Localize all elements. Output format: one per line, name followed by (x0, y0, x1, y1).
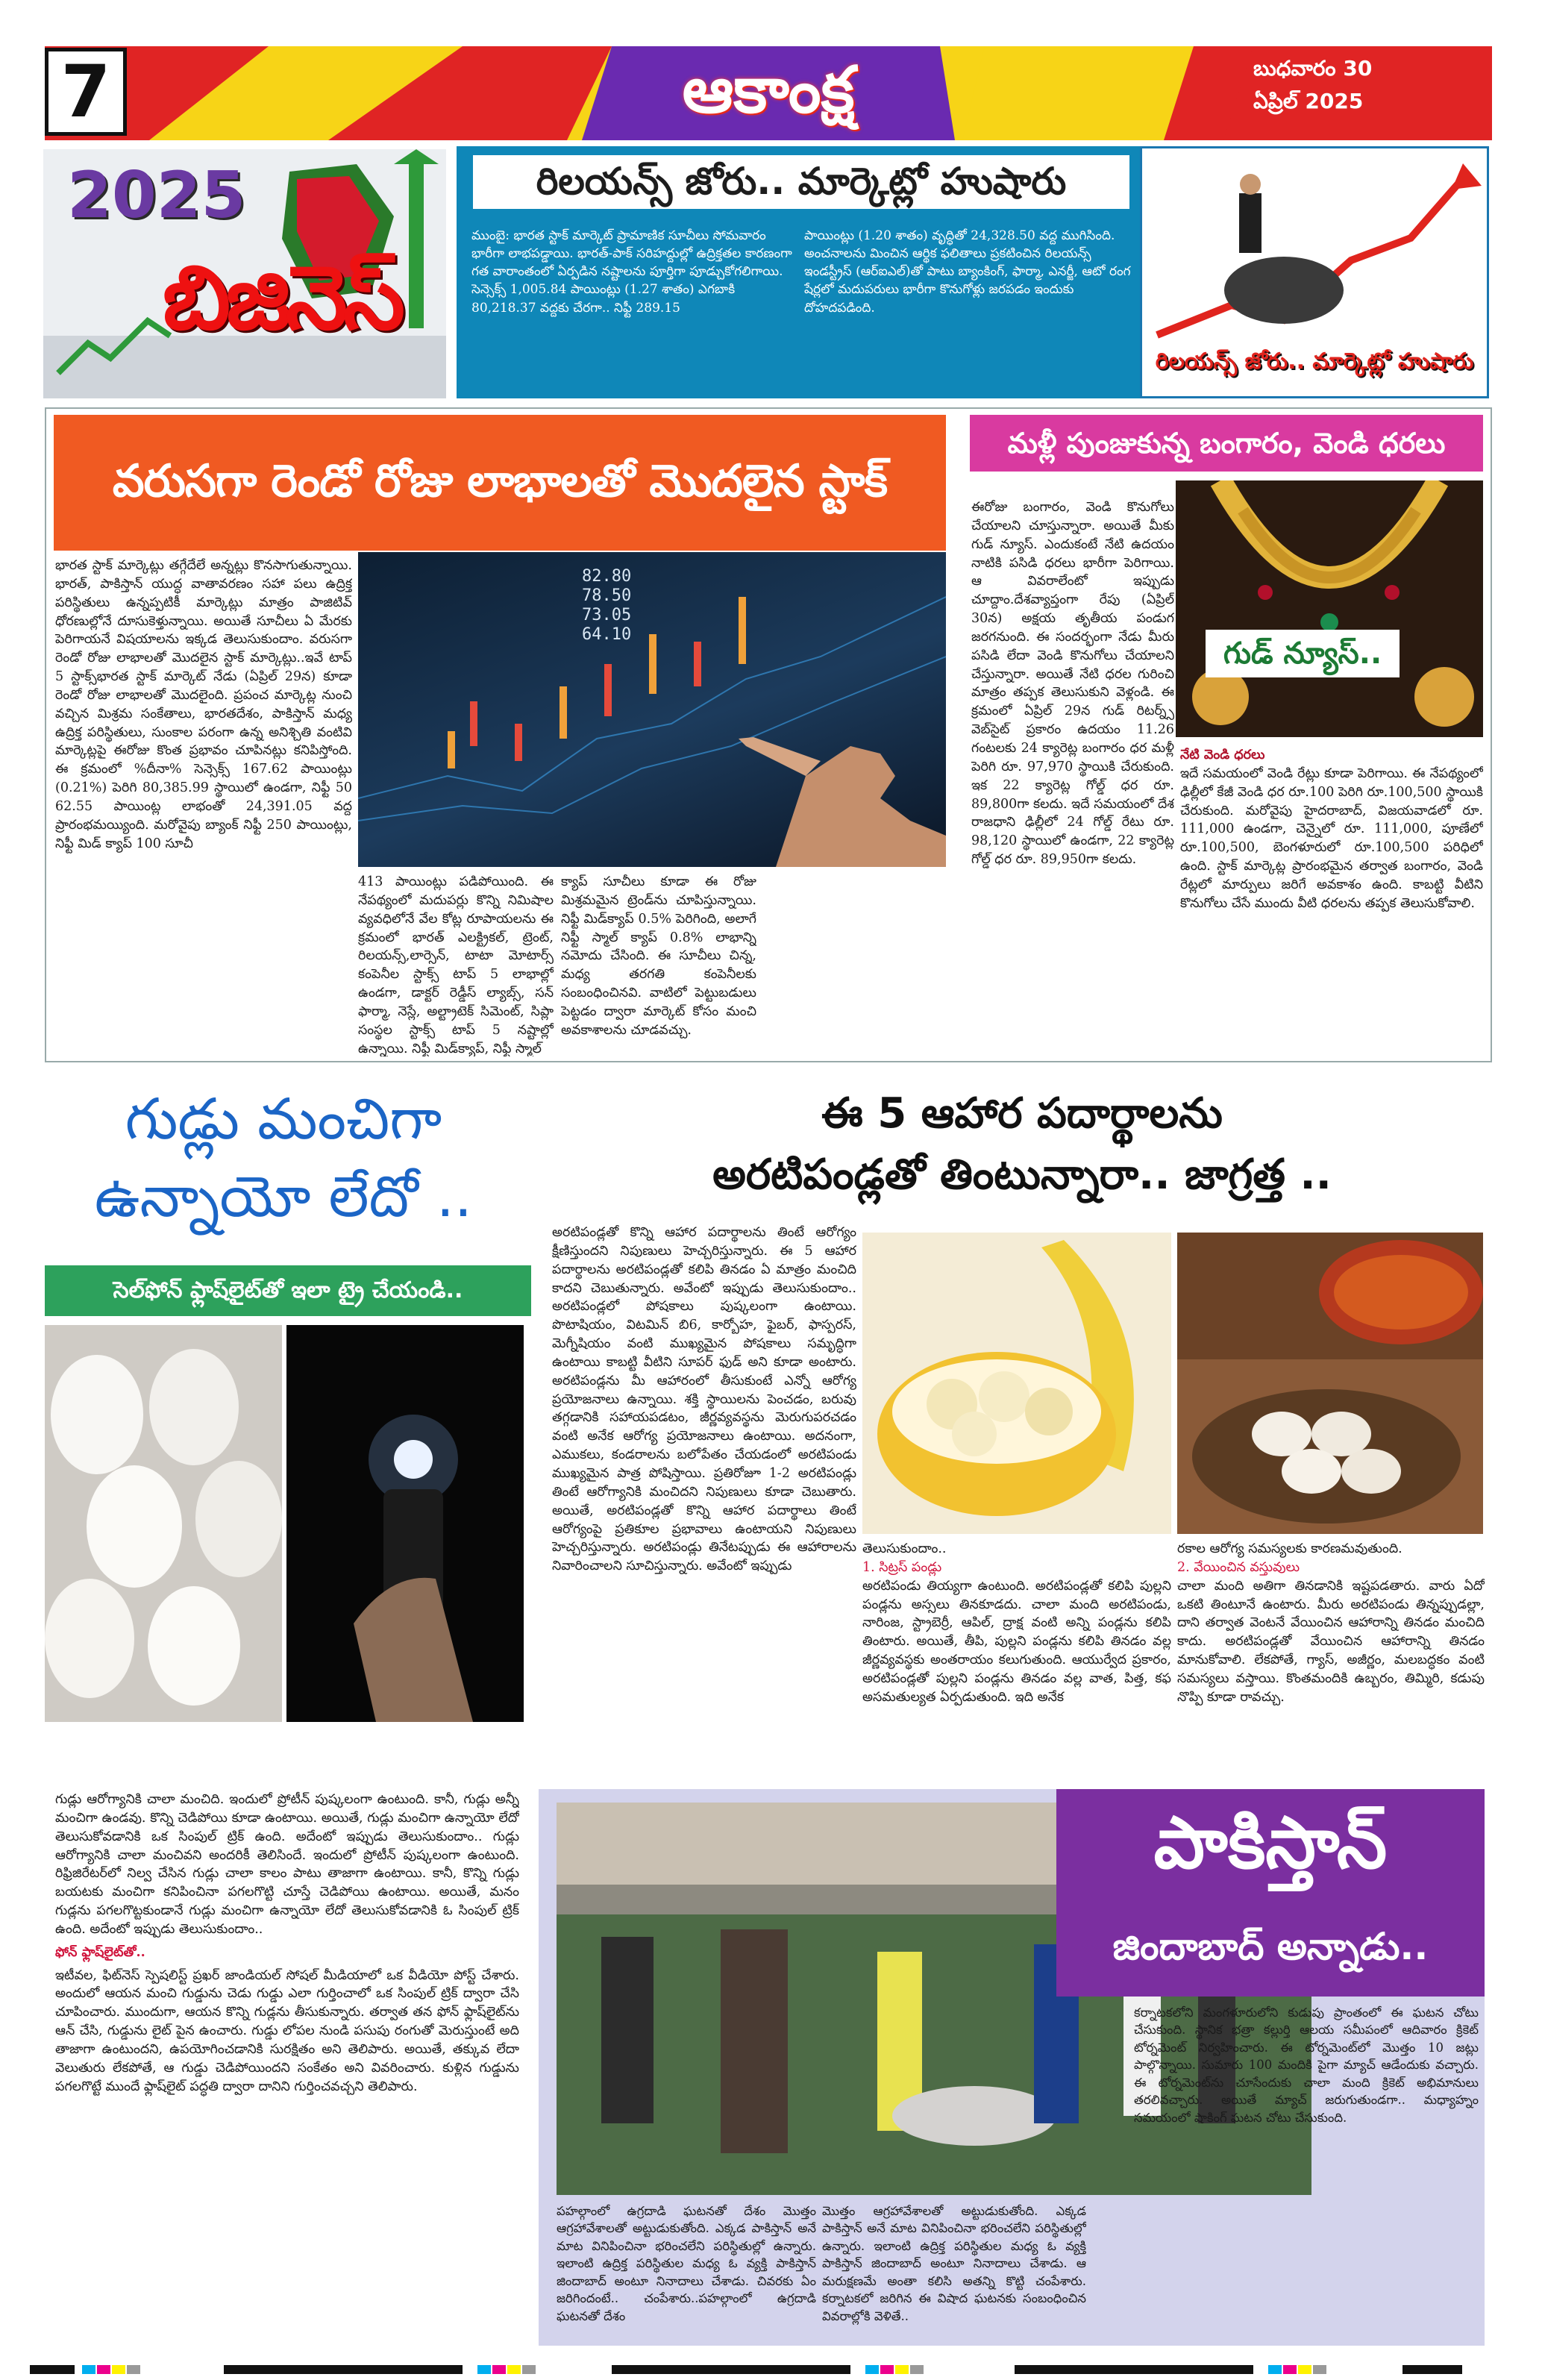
market-body-col2: 413 పాయింట్లు పడిపోయింది. ఈ నేపథ్యంలో మదుపర్లు కొన్ని నిమిషాల వ్యవధిలోనే వేల కోట్ల రూపాయలను ఈ క్రమంలో భారత్ ఎలక్ట్రికల్, ట్రెంట్, రిలయన్స్,లార్సెన్, టాటా మోటార్స్ కంపెనీల స్టాక్స్ టాప్ 5 లాభాల్లో ఉండగా, డాక్టర్ రెడ్డీస్ ల్యాబ్స్, సన్ ఫార్మా, నెస్లే, అల్ట్రాటెక్ సిమెంట్, సిప్లా సంస్థల స్టాక్స్ టాప్ 5 నష్టాల్లో ఉన్నాయి. నిఫ్టీ మిడ్‌క్యాప్, నిఫ్టీ స్మాల్ (358, 874, 554, 1056)
food-photo (1177, 1233, 1483, 1534)
egg-body-para2: ఇటీవల, ఫిట్‌నెస్ స్పెషలిస్ట్ ప్రఖర్ జాండియల్ సోషల్ మీడియాలో ఒక వీడియో పోస్ట్ చేశారు. అందులో ఆయన మంచి గుడ్డును చెడు గుడ్డు ఎలా గుర్తించాలో ఒక సింపుల్ ట్రిక్ ద్వారా చేసి చూపించారు. ముందుగా, ఆయన కొన్ని గుడ్లను తీసుకున్నారు. తర్వాత తన ఫోన్ ఫ్లాష్‌లైట్‌ను ఆన్ చేసి, గుడ్డును లైట్ పైన ఉంచారు. గుడ్డు లోపల నుండి పసుపు రంగుతో మెరుస్తుంటే అది తాజాగా ఉంటుందని, ఉపయోగించడానికి సురక్షితం అని తెలిపారు. అయితే, తక్కువ లేదా వెలుతురు లేకపోతే, ఆ గుడ్డు చెడిపోయిందని సంకేతం అని వివరించారు. కుళ్లిన గుడ్డును పగలగొట్టే ముందే ఫ్లాష్‌లైట్ పద్ధతి ద్వారా దానిని గుర్తించవచ్చని తెలిపారు. (55, 1967, 519, 2094)
gold-headline: మళ్లీ పుంజుకున్న బంగారం, వెండి ధరలు (970, 415, 1483, 472)
eggs-art (45, 1325, 282, 1722)
market-chart-photo (358, 552, 946, 867)
egg-body-para1: గుడ్లు ఆరోగ్యానికి చాలా మంచిది. ఇందులో ప్రోటీన్ పుష్కలంగా ఉంటుంది. కానీ, గుడ్లు అన్నీ మంచిగా ఉండవు. కొన్ని చెడిపోయి కూడా ఉంటాయి. అయితే, గుడ్లు మంచిగా ఉన్నాయో లేదో తెలుసుకోవడానికి ఒక సింపుల్ ట్రిక్ ఉంది. అదేంటో ఇప్పుడు తెలుసుకుందాం.. గుడ్లు ఆరోగ్యానికి చాలా మంచివని అందరికీ తెలిసిందే. ఇందులో ప్రోటీన్ పుష్కలంగా ఉంటుంది. రిఫ్రిజిరేటర్‌లో నిల్వ చేసిన గుడ్లు చాలా కాలం పాటు తాజాగా ఉంటాయి. కానీ, కొన్ని గుడ్లు బయటకు మంచిగా కనిపించినా పగలగొట్టి చూస్తే చెడిపోయి ఉంటాయి. అయితే, మనం గుడ్లను పగలగొట్టకుండానే గుడ్లు మంచిగా ఉన్నాయో లేదో తెలుసుకోవడానికి ఓ సింపుల్ ట్రిక్ ఉంది. అదేంటో ఇప్పుడు తెలుసుకుందాం.. (55, 1792, 519, 1937)
chart-tick: 64.10 (582, 625, 632, 644)
egg-body (55, 1791, 519, 2334)
market-body-col1: భారత స్టాక్ మార్కెట్లు తగ్గేదేలే అన్నట్లు కొనసాగుతున్నాయి. భారత్, పాకిస్తాన్ యుద్ధ వాతావరణం సహా పలు ఉద్రిక్త పరిస్థితులు ఉన్నప్పటికీ మార్కెట్లు మాత్రం పాజిటివ్ ధోరణుల్లోనే దూసుకెళ్తున్నాయి. అయితే సూచీలు ఏ మేరకు పెరిగాయనే విషయాలను ఇక్కడ తెలుసుకుందాం. వరుసగా రెండో రోజు లాభాలతో మొదలైన స్టాక్ మార్కెట్లు..ఇవే టాప్ 5 స్టాక్స్‌భారత స్టాక్ మార్కెట్ నేడు (ఏప్రిల్ 29న) కూడా రెండో రోజు లాభాలతో మొదలైంది. ప్రపంచ మార్కెట్ల నుంచి వచ్చిన మిశ్రమ సంకేతాలు, భారతదేశం, పాకిస్తాన్ మధ్య ఉద్రిక్త పరిస్థితులు, సుంకాల పరంగా ఉన్న అనిశ్చితి వంటివి మార్కెట్లపై ఈరోజు కొంత ప్రభావం చూపినట్లు కనిపిస్తోంది. ఈ క్రమంలో %దీనా% సెన్సెక్స్ 167.62 పాయింట్లు (0.21%) పెరిగి 80,385.99 స్థాయిలో ఉండగా, నిఫ్టీ 50 62.55 పాయింట్ల లాభంతో 24,391.05 వద్ద ప్రారంభమయ్యింది. మరోవైపు బ్యాంక్ నిఫ్టీ 250 పాయింట్లు, నిఫ్టీ మిడ్ క్యాప్ 100 సూచీ (55, 558, 352, 851)
egg-headline-line2: ఉన్నాయో లేదో .. (94, 1163, 473, 1230)
banana-art (862, 1233, 1171, 1534)
banana-headline-line2: అరటిపండ్లతో తింటున్నారా.. జాగ్రత్త .. (712, 1150, 1332, 1199)
silver-price-label: నేటి వెండి ధరలు (1180, 748, 1265, 762)
egg-headline (45, 1080, 522, 1244)
page-number: 7 (45, 48, 127, 136)
pakistan-headline-line2: జిందాబాద్ అన్నాడు.. (1112, 1925, 1429, 1968)
egg-headline-line1: గుడ్లు మంచిగా (125, 1086, 442, 1152)
chart-ticks (582, 567, 631, 645)
business-word: బిజినెస్ (163, 246, 401, 349)
jewellery-art (1176, 480, 1483, 737)
market-body-col3: క్యాప్ సూచీలు కూడా ఈ రోజు మిశ్రమమైన ట్రెండ్‌ను చూపిస్తున్నాయి. నిఫ్టీ మిడ్‌క్యాప్ 0.5% పెరిగింది, అలాగే నిఫ్టీ స్మాల్ క్యాప్ 0.8% లాభాన్ని నమోదు చేసింది. ఈ సూచీలు చిన్న, మధ్య తరగతి కంపెనీలకు సంబంధించినవి. వాటిలో పెట్టుబడులు పెట్టడం ద్వారా మార్కెట్ కోసం మంచి అవకాశాలను చూడవచ్చు. (561, 874, 756, 1038)
banana-body-col1: అరటిపండ్లతో కొన్ని ఆహార పదార్థాలను తింటే ఆరోగ్యం క్షీణిస్తుందని నిపుణులు హెచ్చరిస్తున్నారు. ఈ 5 ఆహార పదార్థాలను అరటిపండ్లతో కలిపి తినడం ఏ మాత్రం మంచిది కాదని చెబుతున్నారు. అవేంటో ఇప్పుడు తెలుసుకుందాం.. అరటిపండ్లలో పోషకాలు పుష్కలంగా ఉంటాయి. పొటాషియం, విటమిన్ బి6, కార్బోహ, ఫైబర్, ఫాస్పరస్, మెగ్నీషియం వంటి ముఖ్యమైన పోషకాలు సమృద్ధిగా ఉంటాయి కాబట్టి వీటిని సూపర్ ఫుడ్ అని కూడా అంటారు. అరటిపండ్లను మీ ఆహారంలో తీసుకుంటే ఎన్నో ఆరోగ్య ప్రయోజనాలు ఉన్నాయి. శక్తి స్థాయిలను పెంచడం, బరువు తగ్గడానికి సహాయపడటం, జీర్ణవ్యవస్థను మెరుగుపరచడం వంటి అనేక ఆరోగ్య ప్రయోజనాలు ఉంటాయి. అదనంగా, ఎముకలు, కండరాలను బలోపేతం చేయడంలో అరటిపండు ముఖ్యమైన పాత్ర పోషిస్తాయి. ప్రతిరోజూ 1-2 అరటిపండ్లు తింటే ఆరోగ్యానికి మంచిదని నిపుణులు కూడా చెబుతారు. అయితే, అరటిపండ్లతో కొన్ని ఆహార పదార్థాలు తింటే ఆరోగ్యంపై ప్రతికూల ప్రభావాలు ఉంటాయని నిపుణులు హెచ్చరిస్తున్నారు. అరటిపండ్లు తినేటప్పుడు ఈ ఆహారాలను నివారించాలని సూచిస్తున్నారు. అవేంటో ఇప్పుడు (552, 1225, 856, 1574)
curry-eggs-art (1177, 1233, 1483, 1534)
pakistan-body-col2: మొత్తం ఆగ్రహావేశాలతో అట్టుడుకుతోంది. ఎక్కడ పాకిస్తాన్ అనే మాట వినిపించినా భరించలేని పరిస్థితుల్లో ఉన్నారు. ఇలాంటి ఉద్రిక్త పరిస్థితుల మధ్య ఓ వ్యక్తి పాకిస్తాన్ జిందాబాద్ అంటూ నినాదాలు చేశాడు. ఆ మరుక్షణమే అంతా కలిసి అతన్ని కొట్టి చంపేశారు. కర్నాటకలో జరిగిన ఈ విషాద ఘటనకు సంబంధించిన వివరాల్లోకి వెళితే.. (822, 2204, 1086, 2323)
banana-headline-line1: ఈ 5 ఆహార పదార్థాలను (821, 1089, 1223, 1138)
egg-section-label: ఫోన్ ఫ్లాష్‌లైట్‌తో.. (55, 1944, 145, 1960)
date-line (1253, 52, 1477, 118)
gold-jewellery-photo (1176, 480, 1483, 737)
phone-flashlight-photo (286, 1325, 524, 1722)
print-registration-strip (0, 2359, 1542, 2380)
banana-col3-lead: రకాల ఆరోగ్య సమస్యలకు కారణమవుతుంది. (1177, 1541, 1402, 1556)
chart-tick: 78.50 (582, 586, 632, 605)
eggs-photo (45, 1325, 282, 1722)
banana-col2-text: అరటిపండు తియ్యగా ఉంటుంది. అరటిపండ్లతో కలిపి పుల్లని పండ్లను అస్సలు తినకూడదు. చాలా మంది అరటిపండు, నారింజ, స్ట్రాబెర్రీ, ఆపిల్, ద్రాక్ష వంటి అన్ని పండ్లను కలిపి తింటారు. అయితే, తీపి, పుల్లని పండ్లను కలిపి తినడం వల్ల జీర్ణవ్యవస్థకు అంతరాయం కలుగుతుంది. ఆయుర్వేద ప్రకారం, అరటిపండ్లతో పుల్లని పండ్లను తినడం వల్ల వాత, పిత్త, కఫ అసమతుల్యత ఏర్పడుతుంది. ఇది అనేక (862, 1578, 1171, 1705)
chart-tick: 82.80 (582, 567, 632, 586)
banana-body-col2 (862, 1540, 1171, 1762)
banana-col3-label: 2. వేయించిన వస్తువులు (1177, 1559, 1300, 1575)
banana-photo (862, 1233, 1171, 1534)
reliance-image (1140, 146, 1489, 398)
pakistan-body-col3: కర్నాటకలోని మంగళూరులోని కుడుపు ప్రాంతంలో ఈ ఘటన చోటు చేసుకుంది. స్థానిక భత్రా కల్లుర్తి ఆలయ సమీపంలో ఆదివారం క్రికెట్ టోర్నమెంట్ నిర్వహించారు. ఈ టోర్నమెంట్‌లో మొత్తం 10 జట్లు పాల్గొన్నాయి. సుమారు 100 మందికి పైగా మ్యాచ్ ఆడేందుకు వచ్చారు. ఈ టోర్నమెంట్‌ను చూసేందుకు చాలా మంది క్రికెట్ అభిమానులు తరలివచ్చారు. అయితే మ్యాచ్ జరుగుతుండగా.. మధ్యాహ్నం సమయంలో షాకింగ్ ఘటన చోటు చేసుకుంది. (1134, 2005, 1479, 2125)
gold-image-caption: గుడ్ న్యూస్.. (1206, 630, 1400, 677)
date-weekday: బుధవారం 30 (1253, 56, 1373, 81)
pakistan-body-col1: పహల్గాంలో ఉగ్రదాడి ఘటనతో దేశం మొత్తం ఆగ్రహావేశాలతో అట్టుడుకుతోంది. ఎక్కడ పాకిస్తాన్ అనే మాట వినిపించినా భరించలేని పరిస్థితుల్లో ఉన్నారు. ఇలాంటి ఉద్రిక్త పరిస్థితుల మధ్య ఓ వ్యక్తి పాకిస్తాన్ జిందాబాద్ అంటూ నినాదాలు చేశాడు. చివరకు ఏం జరిగిందంటే.. చంపేశారు..పహల్గాంలో ఉగ్రదాడి ఘటనతో దేశం (557, 2204, 816, 2323)
gold-body-col1: ఈరోజు బంగారం, వెండి కొనుగోలు చేయాలని చూస్తున్నారా. అయితే మీకు గుడ్ న్యూస్. ఎందుకంటే నేటి ఉదయం నాటికి పసిడి ధరలు భారీగా పెరిగాయి. ఆ వివరాలేంటో ఇప్పుడు చూద్దాం.దేశవ్యాప్తంగా రేపు (ఏప్రిల్ 30న) అక్షయ తృతీయ పండుగ జరగనుంది. ఈ సందర్భంగా నేడు మీరు పసిడి లేదా వెండి కొనుగోలు చేయాలని చేస్తున్నారా. అయితే నేటి ధరల గురించి మాత్రం తప్పక తెలుసుకుని వెళ్లండి. ఈ క్రమంలో ఏప్రిల్ 29న గుడ్ రిటర్న్స్ వెబ్‌సైట్ ప్రకారం ఉదయం 11.26 గంటలకు 24 క్యారెట్ల బంగారం ధర మళ్లీ పెరిగి రూ. 97,970 స్థాయికి చేరుకుంది. ఇక 22 క్యారెట్ల గోల్డ్ ధర రూ. 89,800గా కలదు. ఇదే సమయంలో దేశ రాజధాని ఢిల్లీలో 24 గోల్డ్ రేటు రూ. 98,120 స్థాయిలో ఉండగా, 22 క్యారెట్ల గోల్డ్ ధర రూ. 89,950గా కలదు. (971, 500, 1174, 868)
banana-col2-label: 1. సిట్రస్ పండ్లు (862, 1559, 942, 1575)
gold-body-col2 (1180, 746, 1483, 1053)
candlestick-art (358, 552, 946, 867)
banana-col3-text: చాలా మంది అతిగా తినడానికి ఇష్టపడతారు. వారు ఏదో ఒకటి తింటూనే ఉంటారు. మీరు అరటిపండు తిన్నప్పుడల్లా, దాని తర్వాత వెంటనే వేయించిన ఆహారాన్ని తినడం మంచిది కాదు. అరటిపండ్లతో వేయించిన ఆహారాన్ని తినడం మానుకోవాలి. లేకపోతే, గ్యాస్, అజీర్ణం, మలబద్ధకం వంటి సమస్యలు వస్తాయి. కొంతమందికి ఉబ్బరం, తిమ్మిరి, కడుపు నొప్పి కూడా రావచ్చు. (1177, 1578, 1485, 1705)
flashlight-art (286, 1325, 524, 1722)
chart-tick: 73.05 (582, 606, 632, 624)
pakistan-headline-line1: పాకిస్తాన్ (1153, 1801, 1388, 1885)
egg-subheadline: సెల్‌ఫోన్ ఫ్లాష్‌లైట్‌తో ఇలా ట్రై చేయండి.. (45, 1265, 531, 1316)
newspaper-logo: ఆకాంక్ష (682, 53, 855, 128)
silver-price-text: ఇదే సమయంలో వెండి రేట్లు కూడా పెరిగాయి. ఈ నేపథ్యంలో ఢిల్లీలో కేజీ వెండి ధర రూ.100 పెరిగి రూ.100,500 స్థాయికి చేరుకుంది. మరోవైపు హైదరాబాద్, విజయవాడలో రూ. 111,000 ఉండగా, చెన్నైలో రూ. 111,000, పూణేలో రూ.100,500, బెంగళూరులో రూ.100,500 పరిధిలో ఉంది. స్టాక్ మార్కెట్ల ప్రారంభమైన తర్వాత బంగారం, వెండి రేట్లలో మార్పులు జరిగే అవకాశం ఉంది. కాబట్టి వీటిని కొనుగోలు చేసే ముందు వీటి ధరలను తప్పక తెలుసుకోవాలి. (1180, 765, 1483, 911)
banana-col2-lead: తెలుసుకుందాం.. (862, 1541, 947, 1556)
reliance-headline: రిలయన్స్ జోరు.. మార్కెట్లో హుషారు (473, 155, 1129, 209)
reliance-body-col1: ముంబై: భారత స్టాక్ మార్కెట్ ప్రామాణిక సూచీలు సోమవారం భారీగా లాభపడ్డాయి. భారత్-పాక్ సరిహద్దుల్లో ఉద్రిక్తతల కారణంగా గత వారాంతంలో ఏర్పడిన నష్టాలను పూర్తిగా పూడ్చుకోగలిగాయి. సెన్సెక్స్ 1,005.84 పాయింట్లు (1.27 శాతం) ఎగబాకి 80,218.37 వద్దకు చేరగా.. నిఫ్టీ 289.15 (471, 228, 792, 316)
banana-headline (552, 1083, 1492, 1210)
banana-body-col3 (1177, 1540, 1485, 1762)
business-year: 2025 (67, 158, 246, 233)
reliance-image-caption: రిలయన్స్ జోరు.. మార్కెట్లో హుషారు (1155, 348, 1474, 375)
market-headline: వరుసగా రెండో రోజు లాభాలతో మొదలైన స్టాక్ (54, 415, 946, 551)
reliance-body-col2: పాయింట్లు (1.20 శాతం) వృద్ధితో 24,328.50 వద్ద ముగిసింది. అంచనాలను మించిన ఆర్థిక ఫలితాలు ప్రకటించిన రిలయన్స్ ఇండస్ట్రీస్ (ఆర్ఐఎల్)తో పాటు బ్యాంకింగ్, ఫార్మా, ఎనర్జీ, ఆటో రంగ షేర్లలో మదుపరులు భారీగా కొనుగోళ్లు జరపడం ఇందుకు దోహదపడింది. (804, 228, 1131, 316)
date-month-year: ఏప్రిల్ 2025 (1253, 89, 1364, 113)
